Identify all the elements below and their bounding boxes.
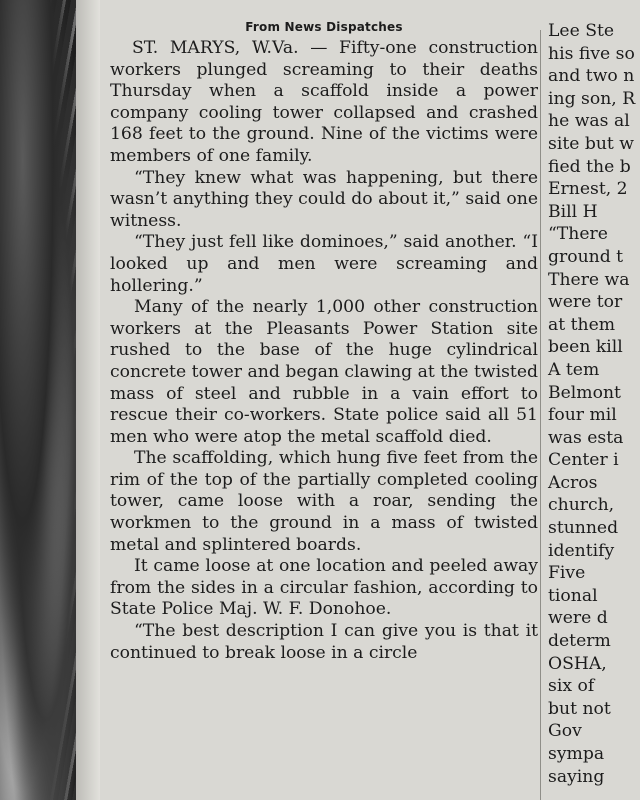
next-column-line: church, [548, 495, 615, 516]
next-column-line: tional [548, 585, 598, 606]
next-column-line: four mil [548, 405, 617, 426]
article-paragraph: The scaffolding, which hung five feet from the rim of the top of the partially completed cooling tower, came loose with a roar, sending the workmen to the ground in a mass of twisted metal and splintered boards. [110, 448, 538, 555]
next-column-line: identify [548, 540, 615, 561]
next-column-line: but not [548, 698, 611, 719]
next-column-line: Acros [548, 472, 598, 493]
next-column-line: been kill [548, 337, 623, 358]
next-column [548, 20, 640, 788]
next-column-line: was esta [548, 427, 624, 448]
next-column-line: Lee Ste [548, 21, 615, 41]
next-column-line: OSHA, [548, 653, 607, 674]
next-column-line: Bill H [548, 201, 598, 222]
article-paragraph: “They knew what was happening, but there wasn’t anything they could do about it,” said one witness. [110, 167, 538, 231]
next-column-line: sympa [548, 744, 605, 764]
next-column-line: six of [548, 676, 595, 697]
next-column-line: Gov [548, 721, 582, 742]
next-column-line: ing son, R [548, 88, 636, 109]
next-column-line: ground t [548, 246, 624, 267]
next-column-line: were tor [548, 292, 623, 313]
article-paragraph: “The best description I can give you is that it continued to break loose in a circle [110, 621, 538, 663]
next-column-line: determ [548, 631, 611, 652]
next-column-line: and two n [548, 66, 635, 87]
next-column-line: There wa [548, 269, 630, 290]
article-paragraph: ST. MARYS, W.Va. — Fifty-one construction workers plunged screaming to their deaths Thursday when a scaffold inside a power company cooling tower collapsed and crashed 168 feet to the ground. Nine of the victims were members of one family. [110, 38, 538, 166]
page-gutter [76, 0, 100, 800]
next-column-line: his five so [548, 43, 635, 64]
next-column-line: Ernest, 2 [548, 179, 628, 200]
dateline: From News Dispatches [245, 20, 403, 34]
next-column-line: A tem [548, 359, 600, 380]
column-rule [540, 30, 541, 800]
article-paragraph: Many of the nearly 1,000 other construction workers at the Pleasants Power Station site rushed to the base of the huge cylindrical concrete tower and began clawing at the twisted mass of steel and rubble in a vain effort to rescue their co-workers. State police said all 51 men who were atop the metal scaffold died. [110, 297, 538, 447]
next-column-line: Center i [548, 450, 619, 471]
next-column-line: stunned [548, 518, 619, 539]
next-column-line: Belmont [548, 382, 621, 403]
adjacent-photo [0, 0, 76, 800]
article-column [110, 20, 538, 664]
next-column-line: fied the b [548, 156, 631, 177]
next-column-line: Five [548, 563, 586, 584]
next-column-line: saying [548, 766, 605, 787]
article-paragraph: It came loose at one location and peeled away from the sides in a circular fashion, according to State Police Maj. W. F. Donohoe. [110, 556, 538, 620]
next-column-line: he was al [548, 111, 630, 132]
next-column-line: “There [548, 224, 608, 245]
next-column-line: were d [548, 608, 608, 629]
next-column-line: at them [548, 314, 616, 335]
article-paragraph: “They just fell like dominoes,” said another. “I looked up and men were screaming and hollering.” [110, 232, 538, 296]
next-column-line: site but w [548, 133, 635, 154]
